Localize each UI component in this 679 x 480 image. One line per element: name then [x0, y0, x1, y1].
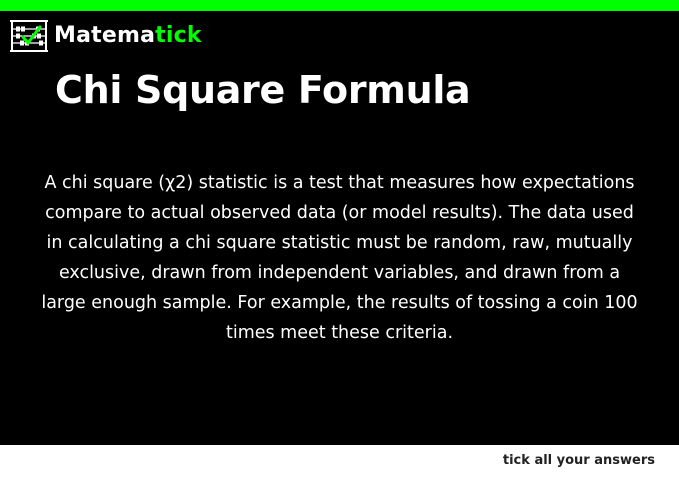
top-accent-bar	[0, 0, 679, 11]
footer-tagline: tick all your answers	[502, 453, 655, 468]
brand-name	[54, 18, 202, 54]
brand-name-accent: tick	[155, 23, 202, 48]
footer-bar	[0, 445, 679, 480]
slide-title: Chi Square Formula	[55, 68, 471, 112]
brand-name-main: Matema	[54, 23, 156, 48]
slide-body-text: A chi square (χ2) statistic is a test that measures how expectations compare to actual observed data (or model results). The data used in calculating a chi square statistic must be random, raw, mutually exclusive, drawn from independent variables, and drawn from a large enough sample. For example, the results of tossing a coin 100 times meet these criteria.	[41, 173, 638, 343]
abacus-icon	[10, 18, 48, 54]
brand-logo	[10, 18, 202, 54]
